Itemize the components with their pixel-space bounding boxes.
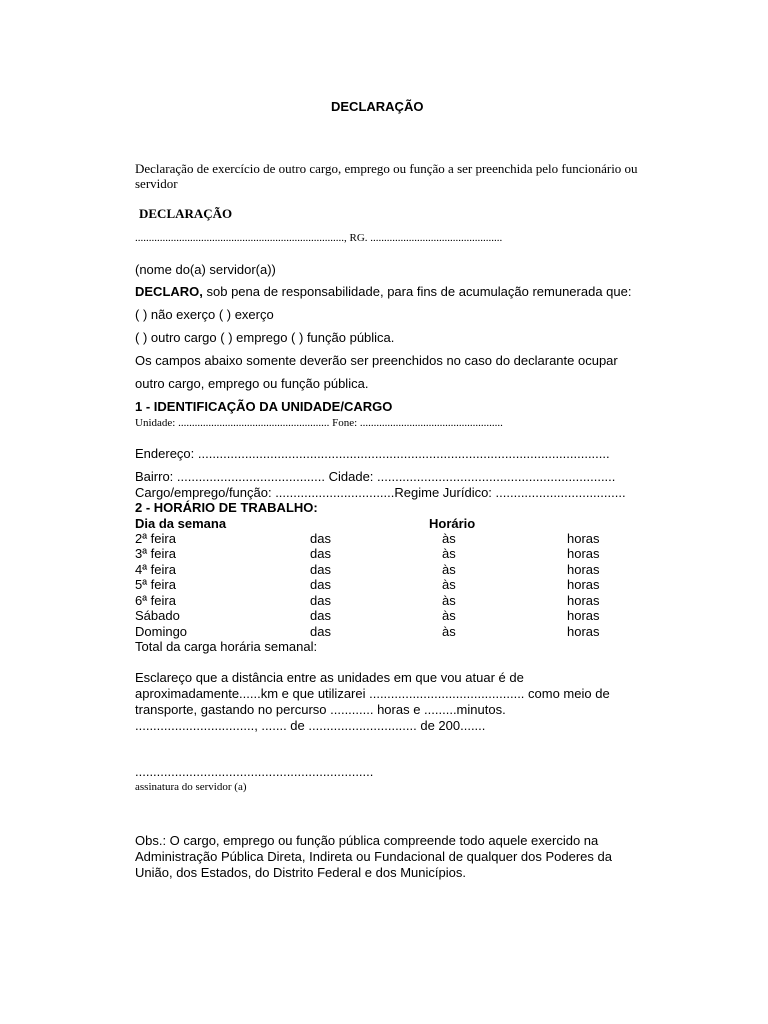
instructions-line-2: outro cargo, emprego ou função pública. <box>135 376 369 391</box>
schedule-from: das <box>310 608 331 623</box>
schedule-from: das <box>310 593 331 608</box>
schedule-day: Sábado <box>135 608 180 623</box>
schedule-from: das <box>310 531 331 546</box>
schedule-to: às <box>442 562 456 577</box>
distance-line-2: aproximadamente......km e que utilizarei ........................................... como meio de <box>135 686 610 701</box>
schedule-unit: horas <box>567 624 600 639</box>
obs-line-1: Obs.: O cargo, emprego ou função pública compreende todo aquele exercido na <box>135 833 599 848</box>
declaro-bold: DECLARO, <box>135 284 203 299</box>
name-rg-line: ............................................................................, RG. ................................................ <box>135 232 503 244</box>
date-line: ................................., ....... de .............................. de 200....... <box>135 718 486 733</box>
endereco-line: Endereço: .................................................................................................................. <box>135 446 610 461</box>
schedule-from: das <box>310 546 331 561</box>
schedule-to: às <box>442 624 456 639</box>
schedule-unit: horas <box>567 608 600 623</box>
schedule-row <box>135 608 605 623</box>
schedule-row <box>135 546 605 561</box>
schedule-day: 6ª feira <box>135 593 176 608</box>
bairro-cidade-line: Bairro: ......................................... Cidade: .................................................................. <box>135 469 616 484</box>
obs-line-3: União, dos Estados, do Distrito Federal e dos Municípios. <box>135 865 466 880</box>
schedule-row <box>135 562 605 577</box>
position-options: ( ) outro cargo ( ) emprego ( ) função pública. <box>135 330 395 345</box>
unidade-fone-line: Unidade: ....................................................... Fone: .................................................... <box>135 417 503 429</box>
declaro-statement <box>135 284 631 299</box>
obs-line-2: Administração Pública Direta, Indireta ou Fundacional de qualquer dos Poderes da <box>135 849 612 864</box>
schedule-to: às <box>442 577 456 592</box>
schedule-to: às <box>442 593 456 608</box>
schedule-unit: horas <box>567 593 600 608</box>
exercise-options: ( ) não exerço ( ) exerço <box>135 307 274 322</box>
schedule-day: Domingo <box>135 624 188 639</box>
intro-line-1: Declaração de exercício de outro cargo, emprego ou função a ser preenchida pelo funcionário ou <box>135 161 638 176</box>
col-day-header: Dia da semana <box>135 516 227 531</box>
schedule-day: 4ª feira <box>135 562 176 577</box>
section2-heading: 2 - HORÁRIO DE TRABALHO: <box>135 500 318 515</box>
instructions-line-1: Os campos abaixo somente deverão ser preenchidos no caso do declarante ocupar <box>135 353 618 368</box>
signature-line: .................................................................. <box>135 764 374 779</box>
schedule-unit: horas <box>567 577 600 592</box>
schedule-day: 5ª feira <box>135 577 176 592</box>
schedule-from: das <box>310 562 331 577</box>
name-label: (nome do(a) servidor(a)) <box>135 262 276 277</box>
schedule-row <box>135 593 605 608</box>
distance-line-3: transporte, gastando no percurso ............ horas e .........minutos. <box>135 702 506 717</box>
intro-line-2: servidor <box>135 176 178 191</box>
schedule-to: às <box>442 531 456 546</box>
schedule-day: 2ª feira <box>135 531 176 546</box>
weekly-total-line: Total da carga horária semanal: <box>135 639 318 654</box>
document-title: DECLARAÇÃO <box>331 99 424 114</box>
schedule-from: das <box>310 624 331 639</box>
cargo-regime-line: Cargo/emprego/função: .................................Regime Jurídico: .................................... <box>135 485 626 500</box>
schedule-unit: horas <box>567 531 600 546</box>
schedule-unit: horas <box>567 562 600 577</box>
distance-line-1: Esclareço que a distância entre as unidades em que vou atuar é de <box>135 670 524 685</box>
schedule-day: 3ª feira <box>135 546 176 561</box>
schedule-row <box>135 624 605 639</box>
schedule-to: às <box>442 608 456 623</box>
schedule-row <box>135 577 605 592</box>
schedule-unit: horas <box>567 546 600 561</box>
declaration-subtitle: DECLARAÇÃO <box>139 206 233 221</box>
schedule-row <box>135 531 605 546</box>
col-time-header: Horário <box>429 516 476 531</box>
signature-label: assinatura do servidor (a) <box>135 781 247 793</box>
schedule-to: às <box>442 546 456 561</box>
schedule-header <box>135 516 605 531</box>
schedule-from: das <box>310 577 331 592</box>
declaro-rest: sob pena de responsabilidade, para fins de acumulação remunerada que: <box>202 284 632 299</box>
section1-heading: 1 - IDENTIFICAÇÃO DA UNIDADE/CARGO <box>135 399 393 414</box>
